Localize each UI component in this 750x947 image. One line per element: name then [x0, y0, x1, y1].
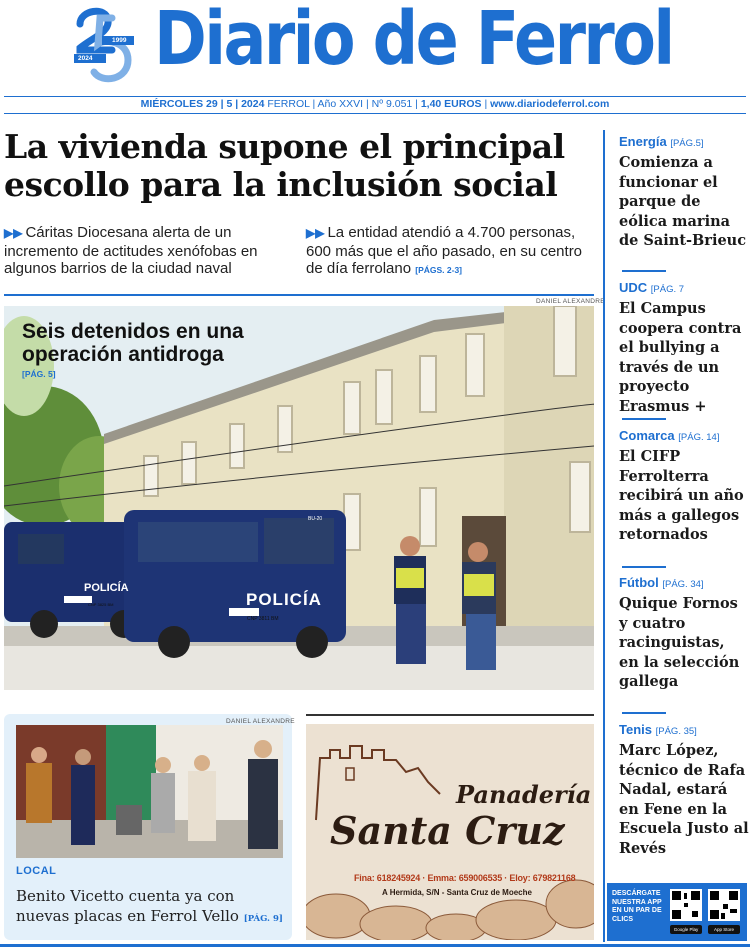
sidebar-section-label: Comarca — [619, 428, 675, 443]
sidebar-item-comarca[interactable] — [619, 428, 749, 545]
ad-title-santa-cruz: Santa Cruz — [330, 808, 565, 853]
sidebar-page-ref[interactable]: [PÁG. 34] — [662, 579, 704, 590]
local-headline-text: Benito Vicetto cuenta ya con nuevas placas en Ferrol Vello — [16, 887, 239, 925]
ad-title-panaderia: Panadería — [456, 780, 592, 809]
sidebar-page-ref[interactable]: [PÁG. 35] — [655, 726, 697, 737]
dateline-date: MIÉRCOLES 29 | 5 | 2024 — [140, 98, 265, 110]
sidebar-headline[interactable]: Marc López, técnico de Rafa Nadal, estará en Fene en la Escuela Justo al Revés — [619, 742, 749, 857]
sidebar-section-label: Fútbol — [619, 575, 659, 590]
local-page-ref[interactable]: [PÁG. 9] — [243, 914, 283, 924]
photo-story-headline[interactable]: Seis detenidos en una operación antidroga — [22, 320, 244, 366]
local-photo-credit: DANIEL ALEXANDRE — [226, 718, 295, 725]
photo-credit: DANIEL ALEXANDRE — [536, 298, 605, 305]
dateline-year: Año XXVI — [317, 98, 364, 110]
dateline: MIÉRCOLES 29 | 5 | 2024 FERROL | Año XXVI | Nº 9.051 | 1,40 EUROS | www.diariodeferrol.com — [4, 96, 746, 114]
sidebar-divider — [622, 712, 666, 714]
local-section-label: LOCAL — [16, 865, 57, 877]
dateline-number: Nº 9.051 — [371, 98, 413, 110]
double-arrow-icon: ▶▶ — [306, 226, 325, 240]
lead-subhead-right — [306, 224, 596, 280]
sidebar-headline[interactable]: Quique Fornos y cuatro racinguistas, en la selección gallega — [619, 595, 740, 690]
app-promo-text: DESCÁRGATE NUESTRA APP EN UN PAR DE CLICS — [612, 890, 662, 923]
sidebar-page-ref[interactable]: [PÁG. 14] — [678, 432, 720, 443]
anniversary-year-start: 1999 — [112, 37, 127, 44]
sidebar-section — [619, 722, 749, 737]
lead-subhead-right-text: La entidad atendió a 4.700 personas, 600 más que el año pasado, en su centro de día ferrolano — [306, 224, 583, 277]
sidebar-section — [619, 428, 749, 443]
sidebar-section-label: UDC — [619, 280, 648, 295]
newspaper-title: Diario de Ferrol — [154, 0, 673, 82]
sidebar-headline[interactable]: Comienza a funcionar el parque de eólica marina de Saint-Brieuc — [619, 154, 747, 249]
ad-phone-numbers: Fina: 618245924 · Emma: 659006535 · Eloy: 679821168 — [354, 873, 576, 883]
local-headline[interactable] — [16, 886, 290, 929]
sidebar-item-tenis[interactable] — [619, 722, 749, 858]
sidebar-item-energia[interactable] — [619, 134, 749, 251]
qr-code-icon[interactable] — [708, 889, 740, 921]
sidebar-section — [619, 575, 749, 590]
double-arrow-icon: ▶▶ — [4, 226, 23, 240]
ad-address: A Hermida, S/N - Santa Cruz de Moeche — [382, 888, 532, 897]
anniversary-25-icon — [72, 4, 136, 90]
van-plate-left: CNP 3825 BM — [88, 602, 114, 607]
qr-code-icon[interactable] — [670, 889, 702, 921]
sidebar-section-label: Tenis — [619, 722, 652, 737]
dateline-city: FERROL — [267, 98, 310, 110]
sidebar-item-futbol[interactable] — [619, 575, 749, 692]
lead-page-ref[interactable]: [PÁGS. 2-3] — [415, 265, 463, 275]
lead-subhead-left — [4, 224, 274, 278]
sidebar-item-udc[interactable] — [619, 280, 749, 416]
sidebar-section-label: Energía — [619, 134, 667, 149]
anniversary-logo — [72, 4, 136, 90]
van-plate-right: CNP 3811 BM — [247, 616, 279, 622]
app-store-badge[interactable]: App Store — [708, 925, 740, 934]
plaque-ceremony-photo — [16, 725, 283, 858]
police-van-label: POLICÍA — [246, 590, 322, 609]
sidebar-divider — [622, 418, 666, 420]
sidebar-headline[interactable]: El Campus coopera contra el bullying a través de un proyecto Erasmus + — [619, 300, 742, 415]
sidebar-section — [619, 280, 749, 295]
photo-story-page-ref[interactable]: [PÁG. 5] — [22, 369, 56, 379]
sidebar-divider — [622, 270, 666, 272]
anniversary-year-end: 2024 — [78, 55, 93, 62]
lead-headline[interactable]: La vivienda supone el principal escollo para la inclusión social — [4, 127, 565, 204]
police-van-label-left: POLICÍA — [84, 582, 129, 594]
local-photo — [16, 725, 283, 858]
sidebar-headline[interactable]: El CIFP Ferrolterra recibirá un año más a gallegos retornados — [619, 448, 744, 543]
sidebar-section — [619, 134, 749, 149]
sidebar-divider — [622, 566, 666, 568]
masthead — [0, 0, 750, 92]
dateline-url[interactable]: www.diariodeferrol.com — [490, 98, 610, 110]
section-divider — [4, 294, 594, 296]
google-play-badge[interactable]: Google Play — [670, 925, 702, 934]
lead-subhead-left-text: Cáritas Diocesana alerta de un incremento de actitudes xenófobas en algunos barrios de la ciudad naval — [4, 224, 258, 277]
dateline-price: 1,40 EUROS — [420, 98, 482, 110]
sidebar-page-ref[interactable]: [PÁG.5] — [670, 138, 704, 149]
van-code: BU-20 — [308, 516, 323, 522]
sidebar-page-ref[interactable]: [PÁG. 7 — [650, 284, 685, 295]
ad-top-rule — [306, 714, 594, 716]
